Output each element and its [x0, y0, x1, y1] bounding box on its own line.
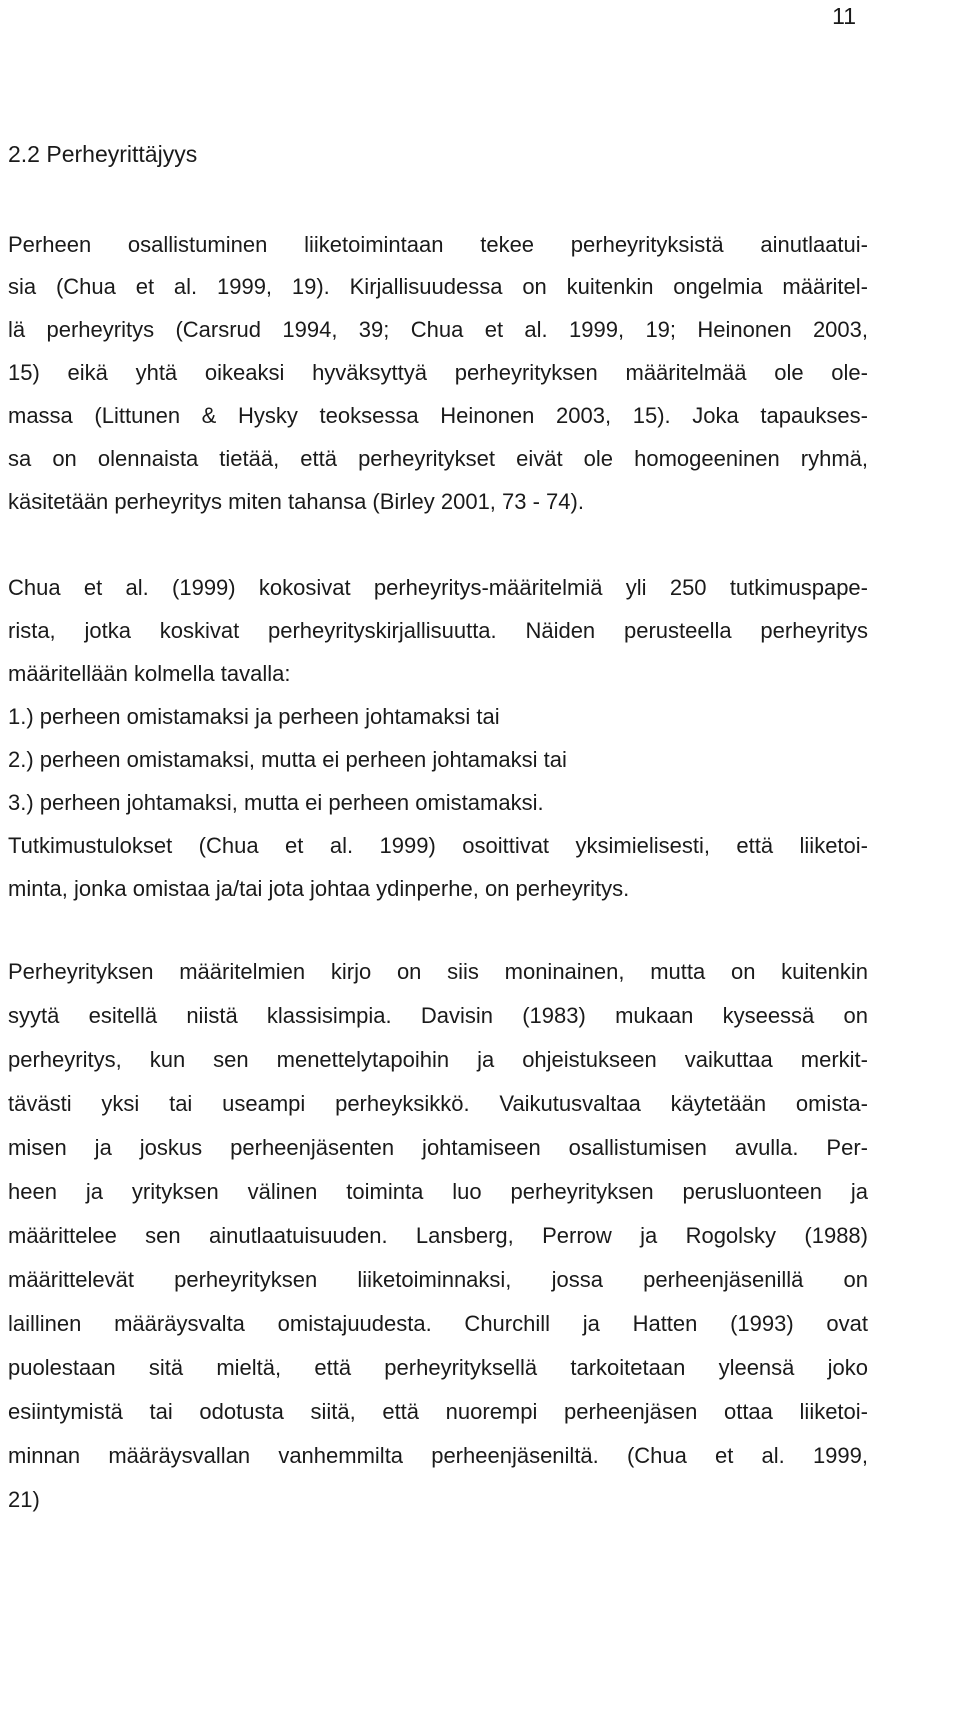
text-line: heen ja yrityksen välinen toiminta luo perheyrityksen perusluonteen ja	[8, 1179, 868, 1204]
list-item: 2.) perheen omistamaksi, mutta ei perheen johtamaksi tai	[8, 747, 567, 772]
text-line: määrittelee sen ainutlaatuisuuden. Lansberg, Perrow ja Rogolsky (1988)	[8, 1223, 868, 1248]
text-line: puolestaan sitä mieltä, että perheyrityksellä tarkoitetaan yleensä joko	[8, 1355, 868, 1380]
text-line: misen ja joskus perheenjäsenten johtamiseen osallistumisen avulla. Per-	[8, 1135, 868, 1160]
text-line: laillinen määräysvalta omistajuudesta. Churchill ja Hatten (1993) ovat	[8, 1311, 868, 1336]
text-line: esiintymistä tai odotusta siitä, että nuorempi perheenjäsen ottaa liiketoi-	[8, 1399, 868, 1424]
text-line: perheyritys, kun sen menettelytapoihin ja ohjeistukseen vaikuttaa merkit-	[8, 1047, 868, 1072]
page-number: 11	[832, 3, 856, 29]
list-item: 1.) perheen omistamaksi ja perheen johtamaksi tai	[8, 704, 500, 729]
text-line: käsitetään perheyritys miten tahansa (Birley 2001, 73 - 74).	[8, 489, 584, 514]
text-line: Perheen osallistuminen liiketoimintaan tekee perheyrityksistä ainutlaatui-	[8, 232, 868, 257]
text-line: rista, jotka koskivat perheyrityskirjallisuutta. Näiden perusteella perheyritys	[8, 618, 868, 643]
text-line: 21)	[8, 1487, 40, 1512]
text-line: sa on olennaista tietää, että perheyritykset eivät ole homogeeninen ryhmä,	[8, 446, 868, 471]
list-item: 3.) perheen johtamaksi, mutta ei perheen omistamaksi.	[8, 790, 544, 815]
text-line: Tutkimustulokset (Chua et al. 1999) osoittivat yksimielisesti, että liiketoi-	[8, 833, 868, 858]
text-line: 15) eikä yhtä oikeaksi hyväksyttyä perheyrityksen määritelmää ole ole-	[8, 360, 868, 385]
text-line: määrittelevät perheyrityksen liiketoiminnaksi, jossa perheenjäsenillä on	[8, 1267, 868, 1292]
text-line: massa (Littunen & Hysky teoksessa Heinonen 2003, 15). Joka tapaukses-	[8, 403, 868, 428]
text-line: syytä esitellä niistä klassisimpia. Davisin (1983) mukaan kyseessä on	[8, 1003, 868, 1028]
section-heading: 2.2 Perheyrittäjyys	[8, 141, 198, 167]
text-line: Perheyrityksen määritelmien kirjo on siis moninainen, mutta on kuitenkin	[8, 959, 868, 984]
text-line: tävästi yksi tai useampi perheyksikkö. Vaikutusvaltaa käytetään omista-	[8, 1091, 868, 1116]
text-line: määritellään kolmella tavalla:	[8, 661, 291, 686]
text-line: minnan määräysvallan vanhemmilta perheenjäseniltä. (Chua et al. 1999,	[8, 1443, 868, 1468]
text-line: minta, jonka omistaa ja/tai jota johtaa ydinperhe, on perheyritys.	[8, 876, 630, 901]
text-line: Chua et al. (1999) kokosivat perheyritys-määritelmiä yli 250 tutkimuspape-	[8, 575, 868, 600]
text-line: lä perheyritys (Carsrud 1994, 39; Chua et al. 1999, 19; Heinonen 2003,	[8, 317, 868, 342]
text-line: sia (Chua et al. 1999, 19). Kirjallisuudessa on kuitenkin ongelmia määritel-	[8, 274, 868, 299]
